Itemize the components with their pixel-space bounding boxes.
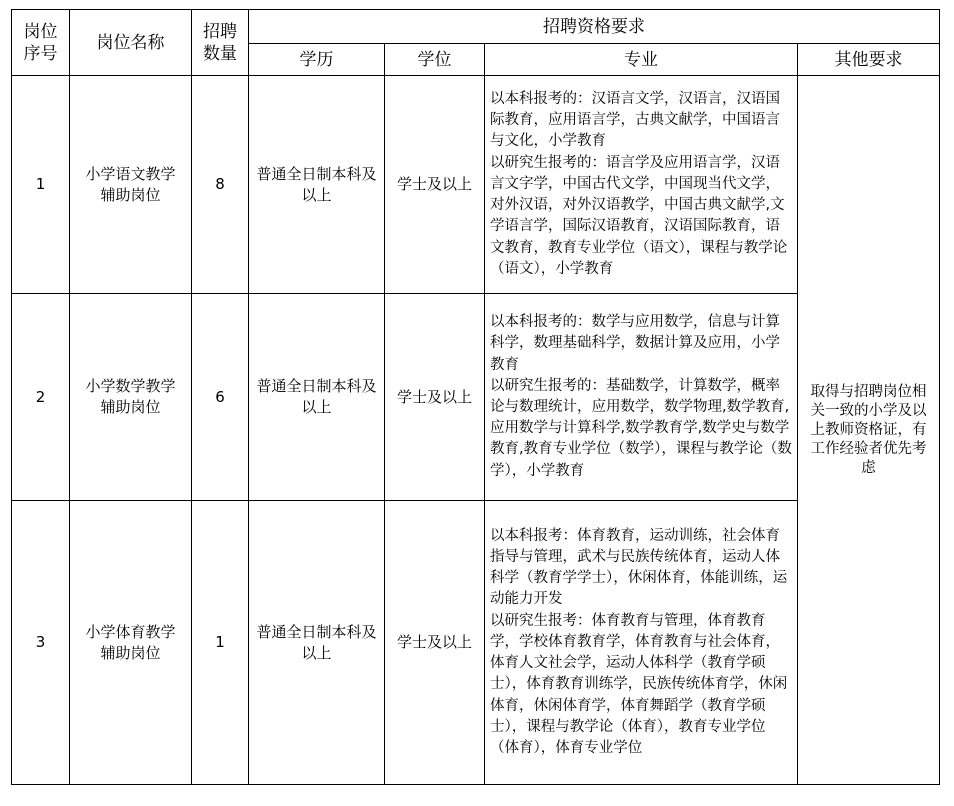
position-name — [70, 294, 192, 501]
degree: 学士及以上 — [385, 76, 485, 294]
header-position-no — [12, 10, 70, 76]
recruitment-table — [11, 9, 940, 785]
hire-count: 1 — [192, 501, 249, 785]
header-position-no-text: 岗位序号 — [23, 21, 58, 64]
major-postgrad: 以研究生报考：体育教育与管理，体育教育学，学校体育教育学，体育教育与社会体育，体育人文社会学，运动人体科学（教育学硕士），体育教育训练学，民族传统体育学，休闲体育，休闲体育学，体育舞蹈学（教育学硕士），课程与教学论（体育），教育专业学位（体育），体育专业学位 — [490, 612, 788, 756]
position-no: 2 — [12, 294, 70, 501]
degree: 学士及以上 — [385, 501, 485, 785]
position-no: 1 — [12, 76, 70, 294]
education — [249, 76, 385, 294]
education — [249, 501, 385, 785]
position-name — [70, 76, 192, 294]
other-requirement — [798, 76, 940, 785]
position-name — [70, 501, 192, 785]
major-undergrad: 以本科报考的：数学与应用数学，信息与计算科学，数理基础科学，数据计算及应用，小学教育 — [490, 314, 780, 373]
header-requirements-group: 招聘资格要求 — [249, 10, 940, 44]
major-requirement — [485, 501, 798, 785]
header-position-name: 岗位名称 — [70, 10, 192, 76]
position-name-text: 小学数学教学辅助岗位 — [85, 377, 176, 416]
major-undergrad: 以本科报考：体育教育，运动训练，社会体育指导与管理，武术与民族传统体育，运动人体科学（教育学学士），休闲体育，体能训练，运动能力开发 — [490, 527, 788, 608]
degree: 学士及以上 — [385, 294, 485, 501]
header-degree: 学位 — [385, 44, 485, 76]
header-other: 其他要求 — [798, 44, 940, 76]
position-no: 3 — [12, 501, 70, 785]
header-hire-count-text: 招聘数量 — [203, 21, 237, 64]
education-text: 普通全日制本科及以上 — [256, 164, 377, 204]
other-requirement-text: 取得与招聘岗位相关一致的小学及以上教师资格证，有工作经验者优先考虑 — [810, 383, 927, 476]
major-requirement — [485, 294, 798, 501]
education-text: 普通全日制本科及以上 — [256, 622, 377, 662]
hire-count: 6 — [192, 294, 249, 501]
education — [249, 294, 385, 501]
major-requirement — [485, 76, 798, 294]
header-education: 学历 — [249, 44, 385, 76]
education-text: 普通全日制本科及以上 — [256, 377, 377, 416]
major-undergrad: 以本科报考的：汉语言文学，汉语言，汉语国际教育，应用语言学，古典文献学，中国语言与文化，小学教育 — [490, 91, 780, 150]
position-name-text: 小学体育教学辅助岗位 — [85, 622, 176, 662]
major-postgrad: 以研究生报考的：基础数学，计算数学，概率论与数理统计，应用数学，数学物理,数学教育,应用数学与计算科学,数学教育学,数学史与数学教育,教育专业学位（数学），课程与教学论（数学），小学教育 — [490, 377, 792, 479]
header-hire-count — [192, 10, 249, 76]
table-row — [12, 76, 940, 294]
header-major: 专业 — [485, 44, 798, 76]
position-name-text: 小学语文教学辅助岗位 — [85, 164, 176, 204]
major-postgrad: 以研究生报考的：语言学及应用语言学，汉语言文字学，中国古代文学，中国现当代文学，对外汉语，对外汉语教学，中国古典文献学,文学语言学，国际汉语教育，汉语国际教育，语文教育，教育专业学位（语文），课程与教学论（语文），小学教育 — [490, 154, 788, 277]
hire-count: 8 — [192, 76, 249, 294]
